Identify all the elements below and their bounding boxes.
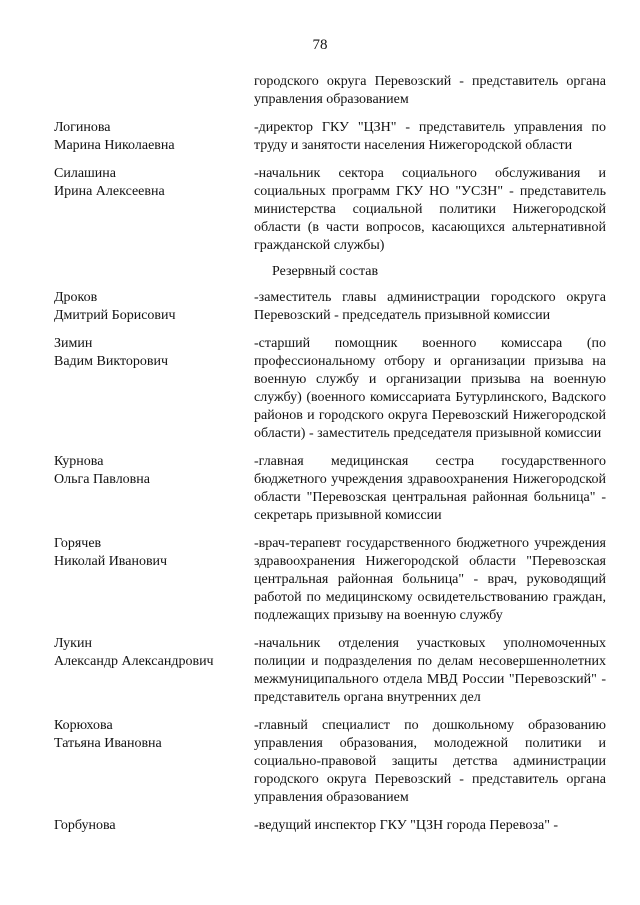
member-name [54, 453, 254, 525]
member-name [54, 119, 254, 155]
member-role: -главный специалист по дошкольному образованию управления образования, молодежной политики и социально-правовой защиты детства администрации городского округа Перевозский - представитель органа управления образованием [254, 718, 606, 805]
reserve-member-entry [54, 635, 606, 707]
member-role: -директор ГКУ "ЦЗН" - представитель управления по труду и занятости населения Нижегородской области [254, 120, 606, 153]
page-number: 78 [312, 37, 328, 53]
member-name [54, 717, 254, 807]
member-name [54, 289, 254, 325]
member-given-names: Николай Иванович [54, 554, 168, 569]
member-name [54, 817, 254, 835]
commission-list [54, 73, 606, 835]
member-surname: Логинова [54, 120, 111, 135]
member-role: -врач-терапевт государственного бюджетного учреждения здравоохранения Нижегородской области "Перевозская центральная районная больница" - врач, руководящий работой по медицинскому освидетельствованию граждан, подлежащих призыву на военную службу [254, 536, 606, 623]
member-given-names: Александр Александрович [54, 654, 214, 669]
member-surname: Дроков [54, 290, 98, 305]
member-given-names: Ольга Павловна [54, 472, 150, 487]
reserve-member-entry [54, 535, 606, 625]
member-name [54, 335, 254, 443]
member-surname: Горбунова [54, 818, 116, 833]
member-role: -заместитель главы администрации городского округа Перевозский - председатель призывной комиссии [254, 290, 606, 323]
member-name [54, 535, 254, 625]
member-role: -ведущий инспектор ГКУ "ЦЗН города Перевоза" - [254, 818, 559, 833]
reserve-member-entry [54, 335, 606, 443]
member-entry [54, 165, 606, 255]
member-given-names: Марина Николаевна [54, 138, 175, 153]
member-given-names: Дмитрий Борисович [54, 308, 176, 323]
member-surname: Курнова [54, 454, 104, 469]
member-surname: Силашина [54, 166, 117, 181]
reserve-section-heading: Резервный состав [272, 264, 379, 279]
member-surname: Зимин [54, 336, 93, 351]
member-surname: Корюхова [54, 718, 113, 733]
member-role: -старший помощник военного комиссара (по профессиональному отбору и организации призыва на военную службу и организации призыва на военную службу) (военного комиссариата Бутурлинского, Вадского районов и городского округа Перевозский Нижегородской области) - заместитель председателя призывной комиссии [254, 336, 606, 441]
member-name [54, 635, 254, 707]
member-surname: Горячев [54, 536, 102, 551]
member-given-names: Ирина Алексеевна [54, 184, 165, 199]
member-role: -главная медицинская сестра государственного бюджетного учреждения здравоохранения Нижегородской области "Перевозская центральная районная больница" - секретарь призывной комиссии [254, 454, 606, 523]
member-name [54, 165, 254, 255]
reserve-member-entry [54, 453, 606, 525]
member-role: -начальник отделения участковых уполномоченных полиции и подразделения по делам несовершеннолетних межмуниципального отдела МВД России "Перевозский" - представитель органа внутренних дел [254, 636, 606, 705]
member-given-names: Вадим Викторович [54, 354, 169, 369]
member-surname: Лукин [54, 636, 92, 651]
reserve-member-entry [54, 717, 606, 807]
reserve-member-entry [54, 289, 606, 325]
continued-role-text: городского округа Перевозский - представитель органа управления образованием [254, 74, 606, 107]
member-given-names: Татьяна Ивановна [54, 736, 162, 751]
reserve-member-entry [54, 817, 606, 835]
member-entry [54, 119, 606, 155]
member-role: -начальник сектора социального обслуживания и социальных программ ГКУ НО "УСЗН" - представитель министерства социальной политики Нижегородской области (в части вопросов, касающихся альтернативной гражданской службы) [254, 166, 606, 253]
